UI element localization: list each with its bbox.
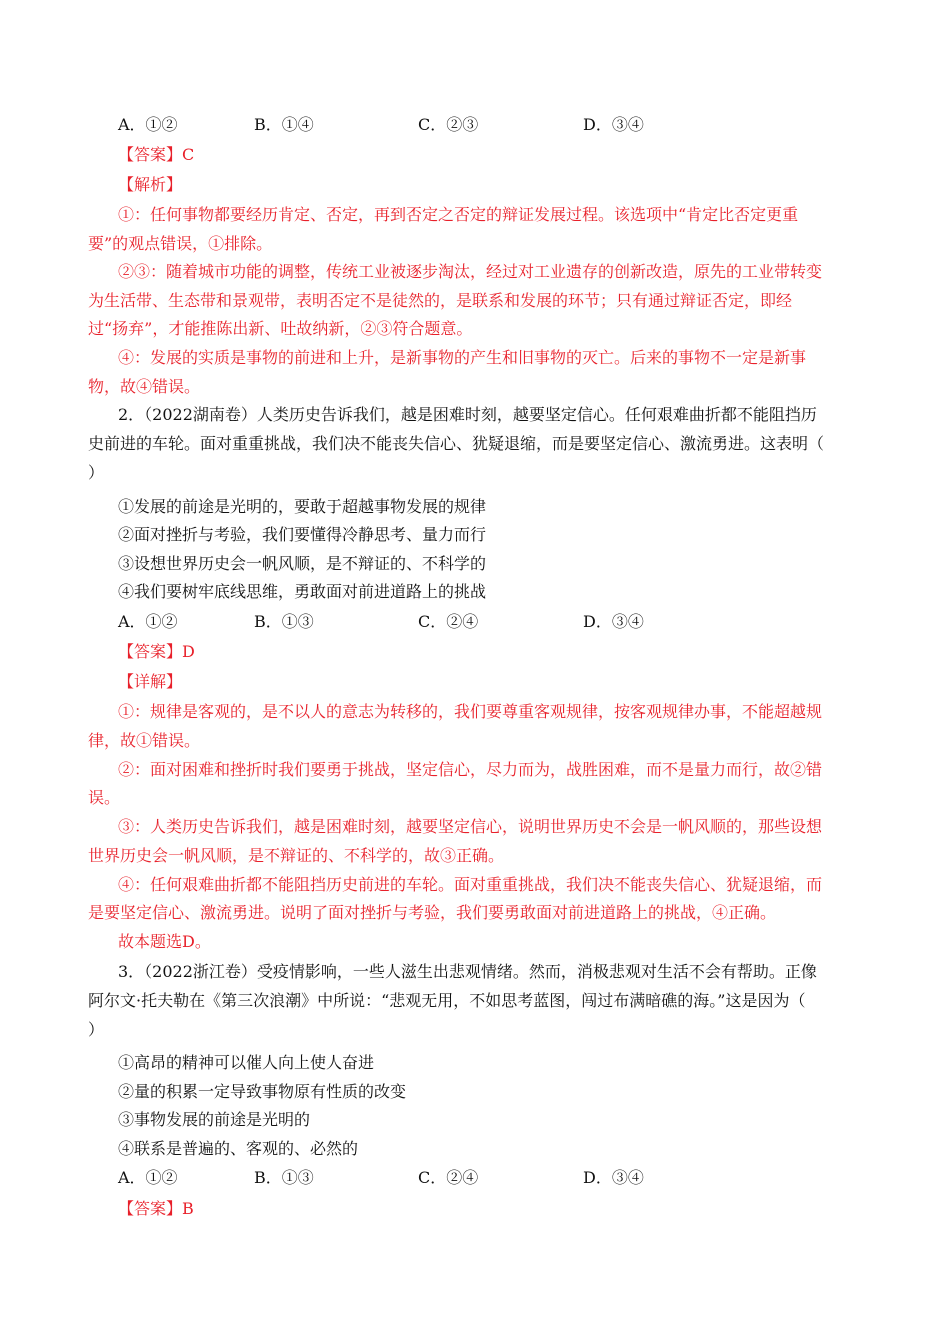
q2-stem-line: ） [88, 463, 105, 482]
q3-stem-line: 阿尔文·托夫勒在《第三次浪潮》中所说：“悲观无用，不如思考蓝图，闯过布满暗礁的海。”这是因为（ [88, 991, 806, 1010]
q2-item: ④我们要树牢底线思维，勇敢面对前进道路上的挑战 [118, 582, 487, 601]
q3-option-b: B．①③ [254, 1168, 314, 1187]
q3-answer: 【答案】B [118, 1199, 194, 1218]
q3-item: ②量的积累一定导致事物原有性质的改变 [118, 1082, 407, 1101]
q2-item: ①发展的前途是光明的，要敢于超越事物发展的规律 [118, 497, 487, 516]
q1-option-b: B．①④ [254, 115, 314, 134]
q2-item: ③设想世界历史会一帆风顺，是不辩证的、不科学的 [118, 554, 487, 573]
q1-option-c: C．②③ [418, 115, 479, 134]
q1-analysis-line: 物，故④错误。 [88, 377, 201, 396]
q2-analysis-line: ①：规律是客观的，是不以人的意志为转移的，我们要尊重客观规律，按客观规律办事，不能超越规 [118, 702, 823, 721]
q2-option-a: A．①② [118, 612, 178, 631]
q2-analysis-line: 故本题选D。 [118, 932, 211, 951]
q3-item: ③事物发展的前途是光明的 [118, 1110, 311, 1129]
q1-answer: 【答案】C [118, 145, 195, 164]
q2-analysis-line: 律，故①错误。 [88, 731, 201, 750]
q2-option-d: D．③④ [583, 612, 644, 631]
q2-analysis-tag: 【详解】 [118, 672, 183, 691]
q3-item: ④联系是普遍的、客观的、必然的 [118, 1139, 359, 1158]
q2-analysis-line: ④：任何艰难曲折都不能阻挡历史前进的车轮。面对重重挑战，我们决不能丧失信心、犹疑退缩，而 [118, 875, 823, 894]
q2-analysis-line: ③：人类历史告诉我们，越是困难时刻，越要坚定信心，说明世界历史不会是一帆风顺的，那些设想 [118, 817, 823, 836]
q1-analysis-line: 要”的观点错误，①排除。 [88, 234, 273, 253]
q1-analysis-tag: 【解析】 [118, 175, 183, 194]
q2-stem-line: 2．（2022湖南卷）人类历史告诉我们，越是困难时刻，越要坚定信心。任何艰难曲折都不能阻挡历 [118, 405, 817, 424]
q1-analysis-line: 为生活带、生态带和景观带，表明否定不是徒然的，是联系和发展的环节；只有通过辩证否定，即经 [88, 291, 793, 310]
q1-analysis-line: 过“扬弃”，才能推陈出新、吐故纳新，②③符合题意。 [88, 319, 473, 338]
q2-analysis-line: 是要坚定信心、激流勇进。说明了面对挫折与考验，我们要勇敢面对前进道路上的挑战，④正确。 [88, 903, 777, 922]
q2-item: ②面对挫折与考验，我们要懂得冷静思考、量力而行 [118, 525, 487, 544]
q2-option-c: C．②④ [418, 612, 479, 631]
q3-stem-line: ） [88, 1020, 105, 1039]
q1-option-d: D．③④ [583, 115, 644, 134]
q1-analysis-line: ①：任何事物都要经历肯定、否定，再到否定之否定的辩证发展过程。该选项中“肯定比否定更重 [118, 205, 799, 224]
q3-option-c: C．②④ [418, 1168, 479, 1187]
q1-analysis-line: ②③：随着城市功能的调整，传统工业被逐步淘汰，经过对工业遗存的创新改造，原先的工业带转变 [118, 262, 823, 281]
q3-option-a: A．①② [118, 1168, 178, 1187]
q2-analysis-line: 误。 [88, 788, 121, 807]
q3-item: ①高昂的精神可以催人向上使人奋进 [118, 1053, 375, 1072]
q1-option-a: A．①② [118, 115, 178, 134]
q2-analysis-line: ②：面对困难和挫折时我们要勇于挑战，坚定信心，尽力而为，战胜困难，而不是量力而行，故②错 [118, 760, 823, 779]
q2-answer: 【答案】D [118, 642, 195, 661]
q2-option-b: B．①③ [254, 612, 314, 631]
q2-analysis-line: 世界历史会一帆风顺，是不辩证的、不科学的，故③正确。 [88, 846, 505, 865]
q1-analysis-line: ④：发展的实质是事物的前进和上升，是新事物的产生和旧事物的灭亡。后来的事物不一定是新事 [118, 348, 807, 367]
q3-stem-line: 3．（2022浙江卷）受疫情影响，一些人滋生出悲观情绪。然而，消极悲观对生活不会有帮助。正像 [118, 962, 817, 981]
q2-stem-line: 史前进的车轮。面对重重挑战，我们决不能丧失信心、犹疑退缩，而是要坚定信心、激流勇进。这表明（ [88, 434, 825, 453]
q3-option-d: D．③④ [583, 1168, 644, 1187]
